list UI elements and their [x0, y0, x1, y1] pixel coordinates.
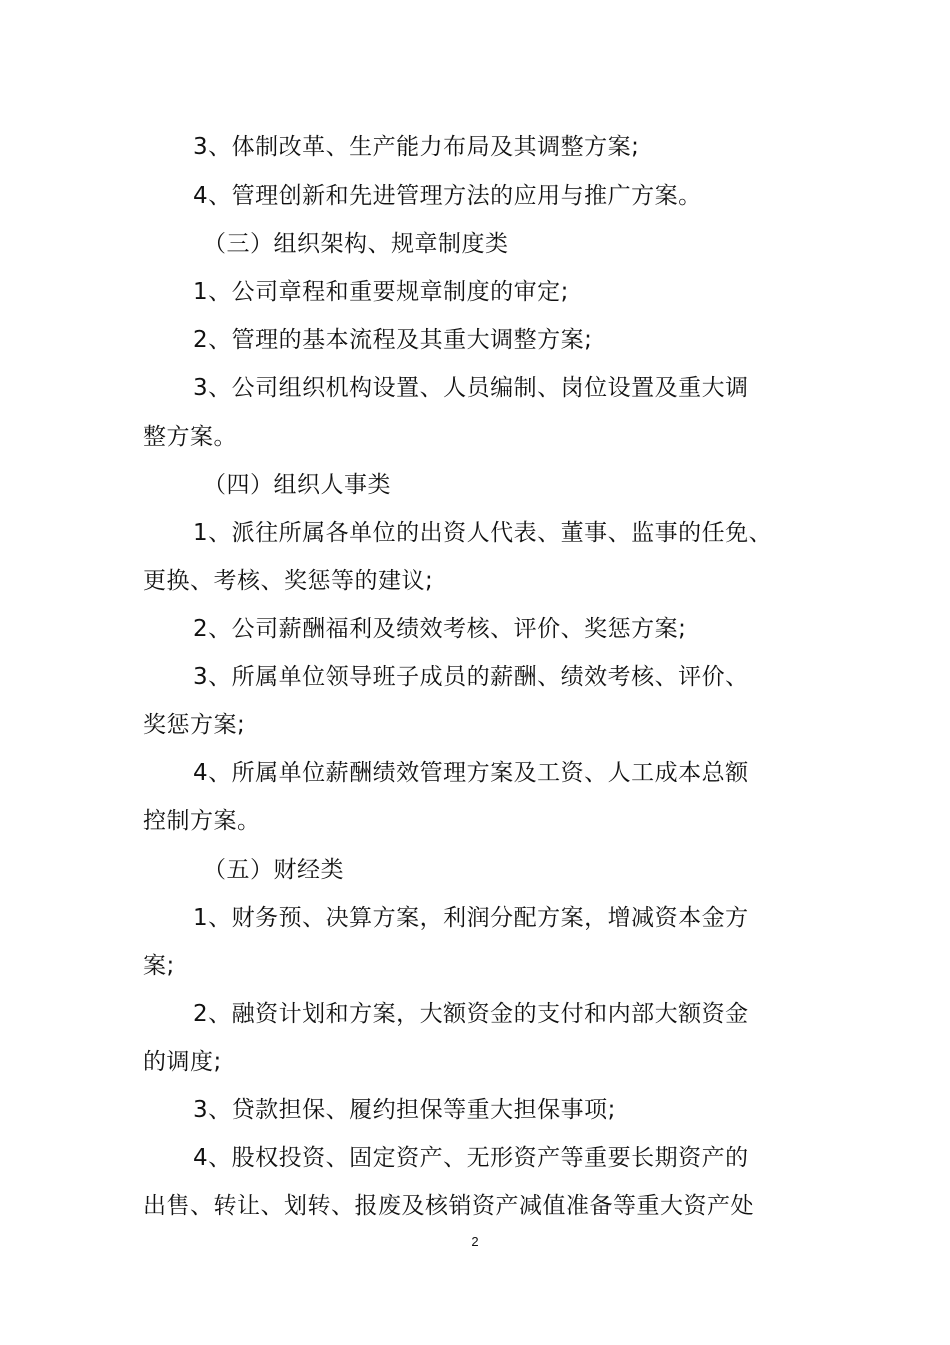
paragraph-line: 1、公司章程和重要规章制度的审定;: [193, 279, 569, 305]
paragraph-line: 出售、转让、划转、报废及核销资产减值准备等重大资产处: [143, 1193, 754, 1219]
paragraph-line: 1、财务预、决算方案，利润分配方案，增减资本金方: [193, 905, 749, 931]
paragraph-line: 4、管理创新和先进管理方法的应用与推广方案。: [193, 183, 702, 209]
section-heading: （四）组织人事类: [203, 472, 391, 498]
section-heading: （五）财经类: [203, 857, 344, 883]
paragraph-line: 1、派往所属各单位的出资人代表、董事、监事的任免、: [193, 520, 773, 546]
paragraph-line: 2、融资计划和方案，大额资金的支付和内部大额资金: [193, 1001, 749, 1027]
paragraph-line: 4、股权投资、固定资产、无形资产等重要长期资产的: [193, 1145, 749, 1171]
paragraph-line: 更换、考核、奖惩等的建议;: [143, 568, 434, 594]
paragraph-line: 整方案。: [143, 424, 237, 450]
paragraph-line: 的调度;: [143, 1049, 222, 1075]
paragraph-line: 3、所属单位领导班子成员的薪酬、绩效考核、评价、: [193, 664, 749, 690]
section-heading: （三）组织架构、规章制度类: [203, 231, 509, 257]
paragraph-line: 3、公司组织机构设置、人员编制、岗位设置及重大调: [193, 375, 749, 401]
paragraph-line: 控制方案。: [143, 808, 261, 834]
paragraph-line: 奖惩方案;: [143, 712, 246, 738]
paragraph-line: 3、体制改革、生产能力布局及其调整方案;: [193, 134, 640, 160]
paragraph-line: 4、所属单位薪酬绩效管理方案及工资、人工成本总额: [193, 760, 749, 786]
paragraph-line: 3、贷款担保、履约担保等重大担保事项;: [193, 1097, 616, 1123]
paragraph-line: 2、公司薪酬福利及绩效考核、评价、奖惩方案;: [193, 616, 687, 642]
page-number: 2: [471, 1234, 479, 1249]
paragraph-line: 案;: [143, 953, 175, 979]
paragraph-line: 2、管理的基本流程及其重大调整方案;: [193, 327, 593, 353]
